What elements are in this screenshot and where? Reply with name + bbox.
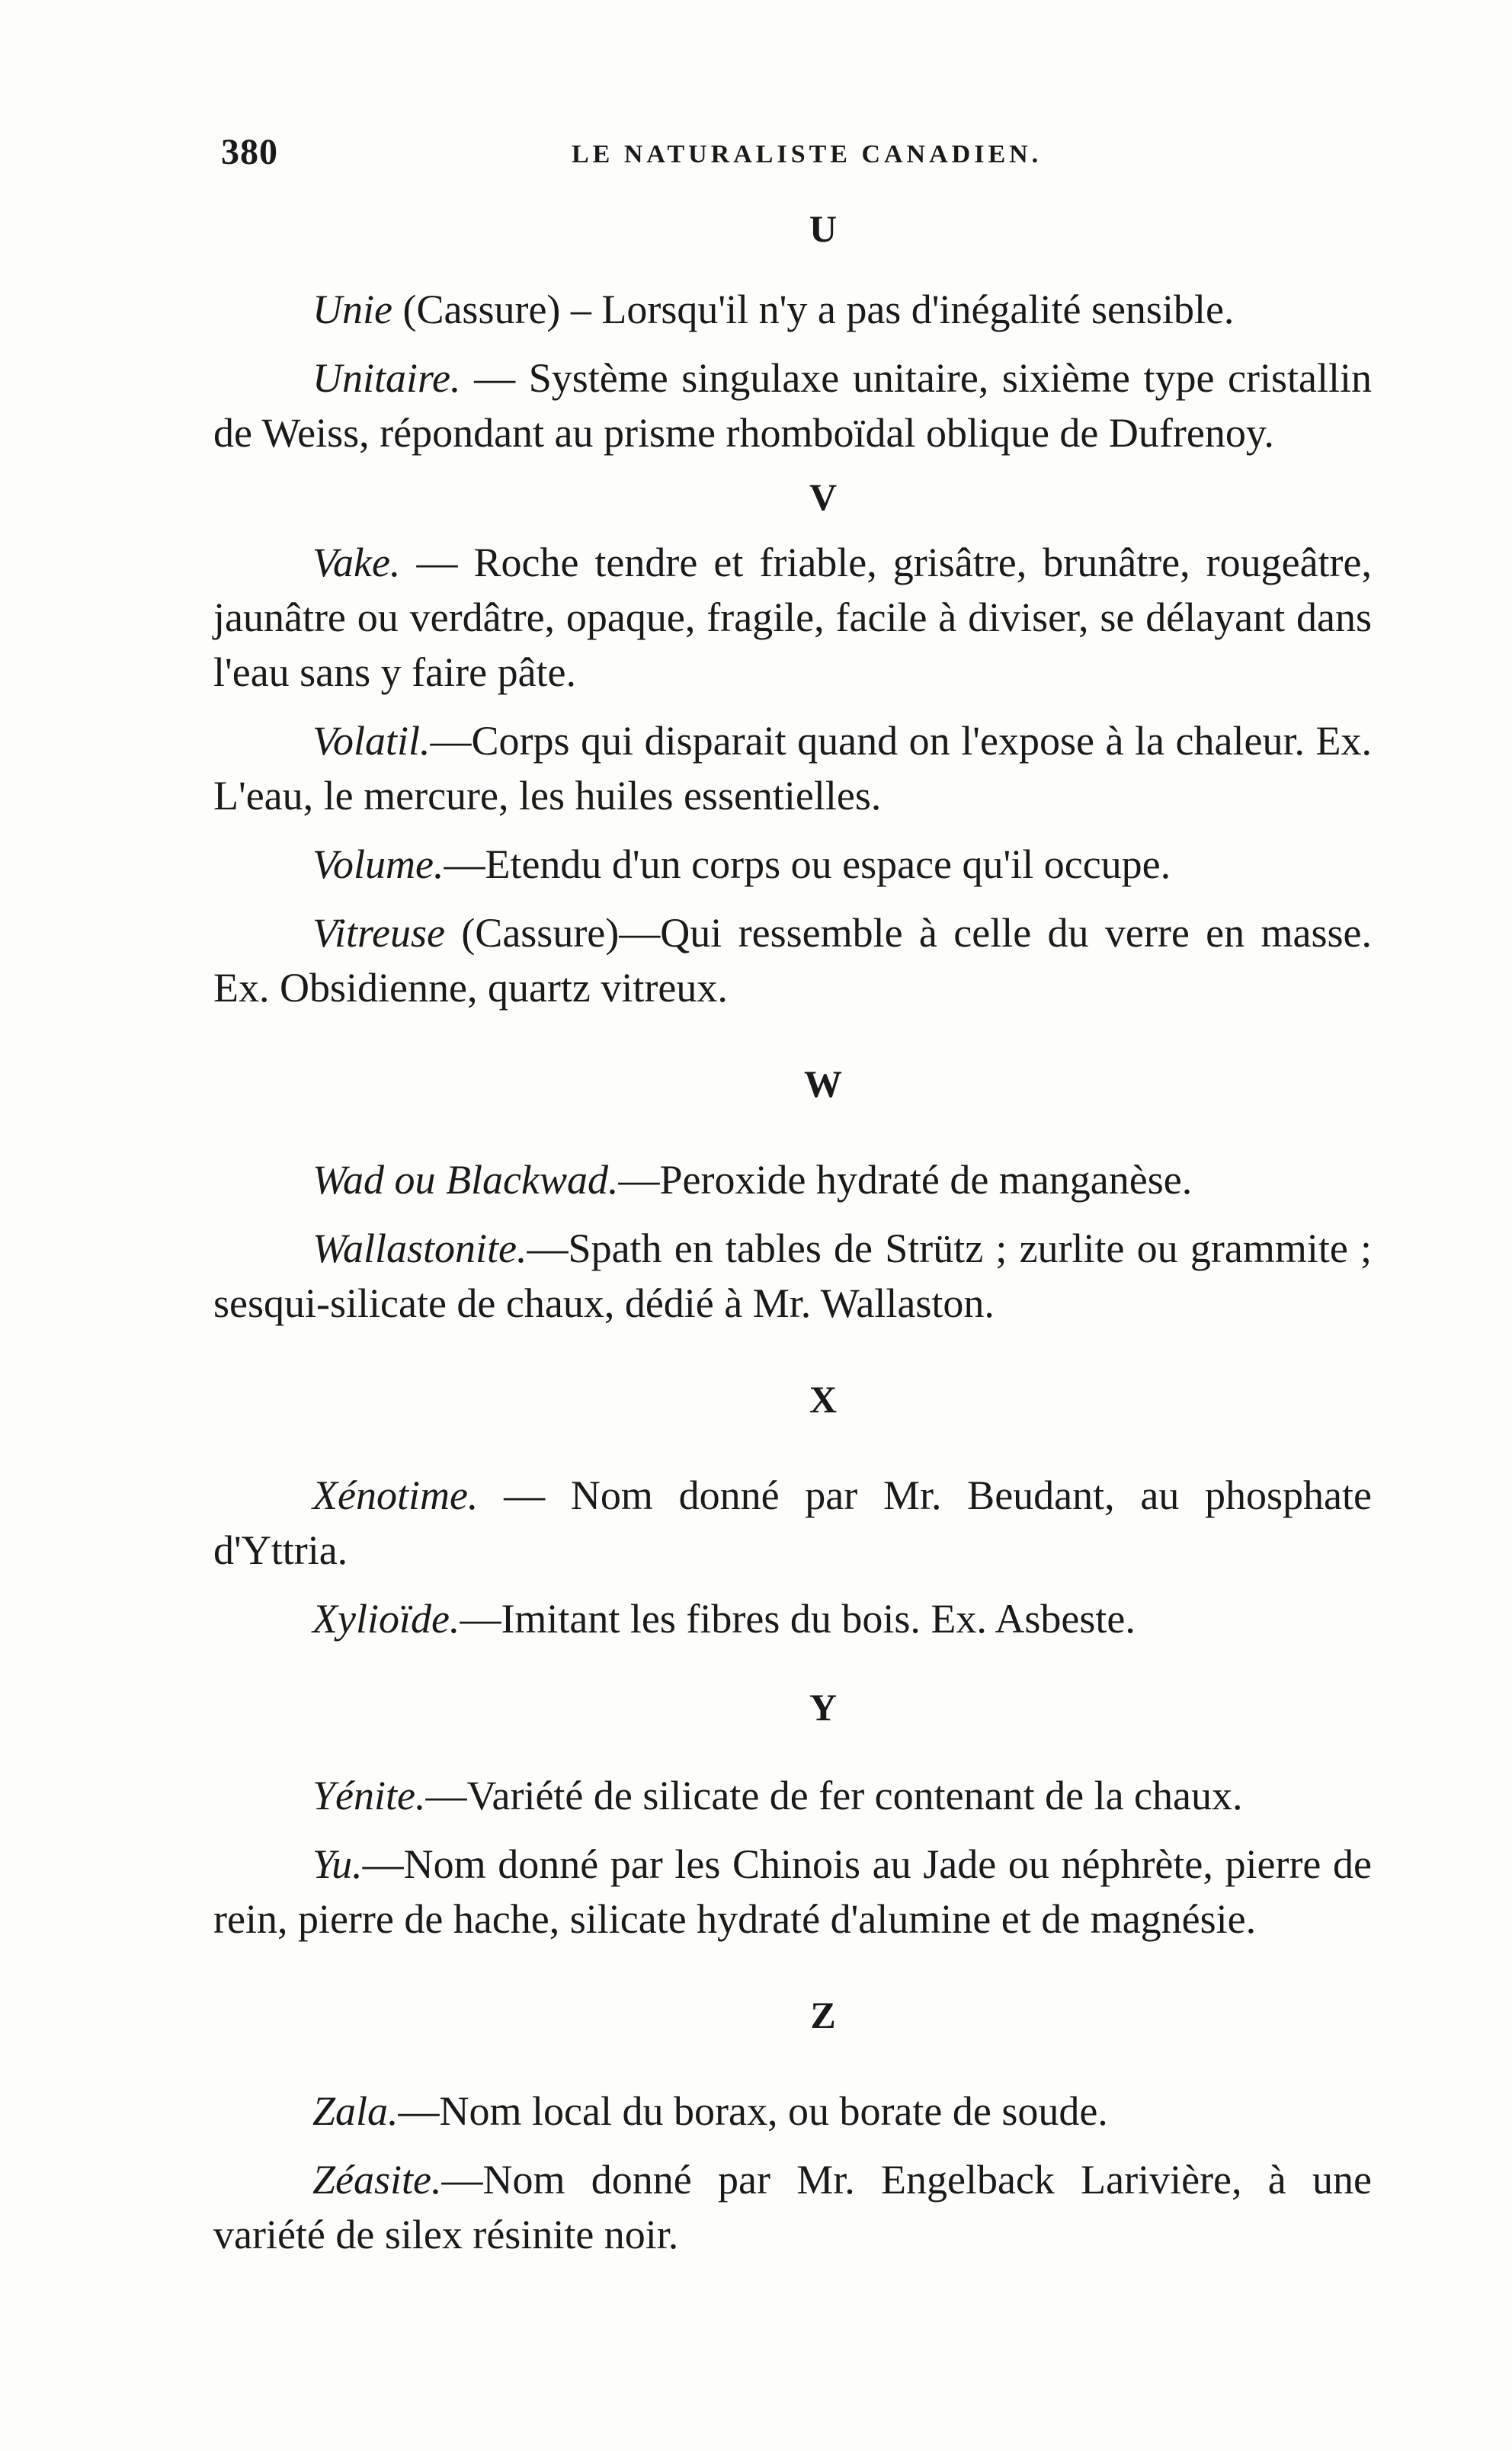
- entry-term: Wallastonite.: [312, 1226, 527, 1271]
- entry-vitreuse: [213, 905, 1372, 1015]
- entry-unitaire: [213, 351, 1372, 460]
- entry-definition: —Etendu d'un corps ou espace qu'il occupe.: [444, 841, 1171, 887]
- entry-unie: [213, 282, 1372, 337]
- entry-wad: [213, 1152, 1372, 1207]
- entry-term: Yénite.: [312, 1773, 426, 1818]
- entry-term: Vake.: [312, 540, 401, 585]
- entry-definition: —Nom donné par Mr. Engelback Larivière, à une variété de silex résinite noir.: [213, 2157, 1372, 2257]
- section-letter-u: U: [809, 207, 838, 250]
- entry-definition: — Nom donné par Mr. Beudant, au phosphate d'Yttria.: [213, 1472, 1372, 1573]
- running-head: [221, 131, 1379, 177]
- entry-definition: (Cassure)—Qui ressemble à celle du verre en masse. Ex. Obsidienne, quartz vitreux.: [213, 910, 1372, 1011]
- entry-term: Volume.: [312, 841, 444, 887]
- entry-definition: (Cassure) – Lorsqu'il n'y a pas d'inégalité sensible.: [392, 287, 1235, 332]
- section-letter-w: W: [804, 1062, 842, 1105]
- entry-definition: — Roche tendre et friable, grisâtre, brunâtre, rougeâtre, jaunâtre ou verdâtre, opaque, fragile, facile à diviser, se délayant dans l'eau sans y faire pâte.: [213, 540, 1372, 695]
- entry-term: Volatil.: [312, 718, 431, 764]
- entry-definition: —Nom local du borax, ou borate de soude.: [398, 2088, 1108, 2134]
- section-letter-x: X: [809, 1378, 838, 1421]
- section-letter-y: Y: [809, 1686, 838, 1729]
- entry-term: Unitaire.: [312, 355, 461, 401]
- entry-xenotime: [213, 1468, 1372, 1578]
- entry-zala: [213, 2084, 1372, 2139]
- entry-term: Xénotime.: [312, 1472, 479, 1518]
- section-letter-z: Z: [810, 1994, 836, 2036]
- entry-term: Xylioïde.: [312, 1596, 460, 1642]
- entry-definition: —Imitant les fibres du bois. Ex. Asbeste.: [460, 1596, 1136, 1642]
- entry-definition: —Corps qui disparait quand on l'expose à la chaleur. Ex. L'eau, le mercure, les huiles essentielles.: [213, 718, 1372, 819]
- entry-term: Unie: [312, 287, 392, 332]
- entry-xylioide: [213, 1591, 1372, 1646]
- entry-volatil: [213, 713, 1372, 823]
- entry-term: Zala.: [312, 2088, 399, 2134]
- entry-term: Wad ou Blackwad.: [312, 1157, 619, 1203]
- entry-definition: —Spath en tables de Strütz ; zurlite ou grammite ; sesqui-silicate de chaux, dédié à Mr. Wallaston.: [213, 1226, 1372, 1326]
- glossary-column: [213, 206, 1372, 2276]
- entry-term: Zéasite.: [312, 2157, 442, 2203]
- journal-title: LE NATURALISTE CANADIEN.: [572, 140, 1043, 168]
- entry-term: Yu.: [312, 1841, 363, 1887]
- entry-definition: —Nom donné par les Chinois au Jade ou néphrète, pierre de rein, pierre de hache, silicate hydraté d'alumine et de magnésie.: [213, 1841, 1372, 1942]
- entry-volume: [213, 837, 1372, 892]
- entry-definition: —Peroxide hydraté de manganèse.: [618, 1157, 1193, 1203]
- entry-yu: [213, 1837, 1372, 1946]
- entry-wallastonite: [213, 1221, 1372, 1331]
- entry-definition: — Système singulaxe unitaire, sixième type cristallin de Weiss, répondant au prisme rhomboïdal oblique de Dufrenoy.: [213, 355, 1372, 456]
- entry-vake: [213, 535, 1372, 700]
- entry-yenite: [213, 1768, 1372, 1823]
- entry-zeasite: [213, 2152, 1372, 2262]
- page-number: 380: [221, 132, 278, 172]
- entry-term: Vitreuse: [312, 910, 445, 956]
- entry-definition: —Variété de silicate de fer contenant de la chaux.: [425, 1773, 1243, 1818]
- section-letter-v: V: [809, 476, 838, 518]
